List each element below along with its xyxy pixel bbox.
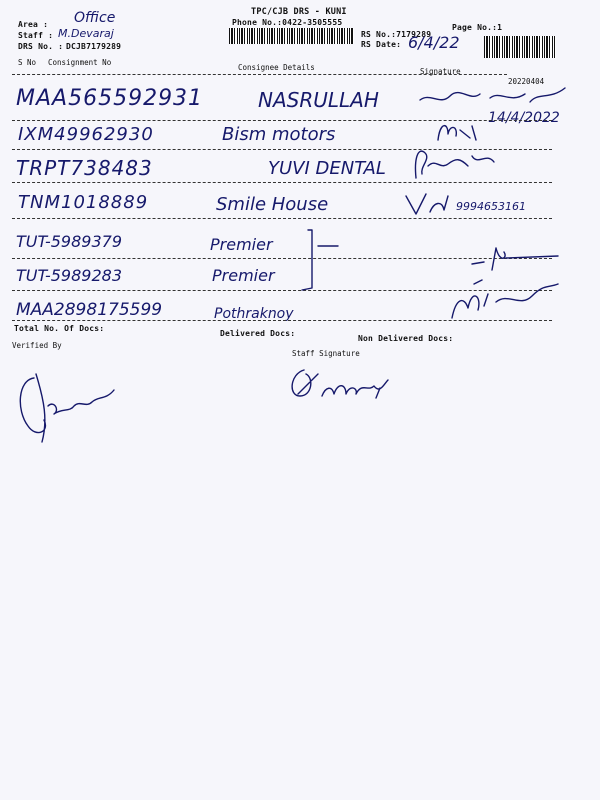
page-number: Page No.:1 [452, 23, 503, 32]
row-4-consignment: TNM1018889 [18, 192, 149, 213]
row-4-signature-phone: 9994653161 [456, 200, 526, 213]
header-divider [12, 74, 507, 75]
row-3-consignee: YUVI DENTAL [268, 158, 386, 179]
drs-title: TPC/CJB DRS - KUNI [251, 7, 347, 17]
row-1-signature-date: 14/4/2022 [488, 110, 560, 126]
rows-5-6-bracket [298, 226, 348, 292]
non-delivered-docs-label: Non Delivered Docs: [358, 334, 454, 343]
delivered-docs-label: Delivered Docs: [220, 329, 296, 338]
row-5-consignment: TUT-5989379 [16, 232, 123, 251]
area-label: Area : [18, 20, 49, 29]
row-6-consignee: Premier [212, 266, 275, 285]
drs-no-value: DCJB7179289 [66, 42, 122, 51]
row-divider-3 [12, 182, 552, 183]
row-1-consignee: NASRULLAH [258, 88, 379, 112]
row-1-consignment: MAA565592931 [16, 86, 204, 111]
total-docs-label: Total No. Of Docs: [14, 324, 105, 333]
handwritten-rs-date: 6/4/22 [408, 33, 460, 52]
col-signature: Signature [420, 67, 461, 76]
row-6-consignment: TUT-5989283 [16, 266, 123, 285]
date-code: 20220404 [508, 77, 545, 86]
row-6-signature-scribble [470, 244, 560, 274]
staff-signature [288, 366, 398, 402]
row-5-consignee: Premier [210, 235, 273, 254]
row-2-signature-scribble [436, 120, 486, 144]
row-7-consignment: MAA2898175599 [16, 300, 163, 320]
col-consignee: Consignee Details [238, 63, 315, 72]
row-4-signature-scribble [404, 192, 454, 218]
phone-number: Phone No.:0422-3505555 [232, 18, 343, 27]
barcode-right [484, 36, 556, 58]
staff-signature-label: Staff Signature [292, 349, 360, 358]
drs-no-label: DRS No. : [18, 42, 64, 51]
staff-label: Staff : [18, 31, 54, 40]
handwritten-area: Office [74, 10, 116, 26]
verifier-signature [14, 370, 124, 444]
col-consignment: Consignment No [48, 58, 112, 67]
row-7-consignee: Pothraknoy [214, 306, 294, 322]
verified-by-label: Verified By [12, 341, 62, 350]
rs-no: RS No.:7179289 [361, 30, 432, 39]
row-divider-4 [12, 218, 552, 219]
row-4-consignee: Smile House [216, 194, 329, 215]
row-2-consignee: Bism motors [222, 124, 336, 145]
row-2-consignment: IXM49962930 [18, 124, 154, 145]
rs-date-label: RS Date: [361, 40, 402, 49]
row-1-signature-scribble [420, 88, 570, 118]
handwritten-staff: M.Devaraj [58, 27, 114, 40]
row-3-consignment: TRPT738483 [16, 156, 153, 180]
col-s-no: S No [18, 58, 37, 67]
row-3-signature-scribble [412, 148, 502, 180]
barcode-center [229, 28, 354, 44]
row-7-signature-scribble [448, 278, 560, 326]
